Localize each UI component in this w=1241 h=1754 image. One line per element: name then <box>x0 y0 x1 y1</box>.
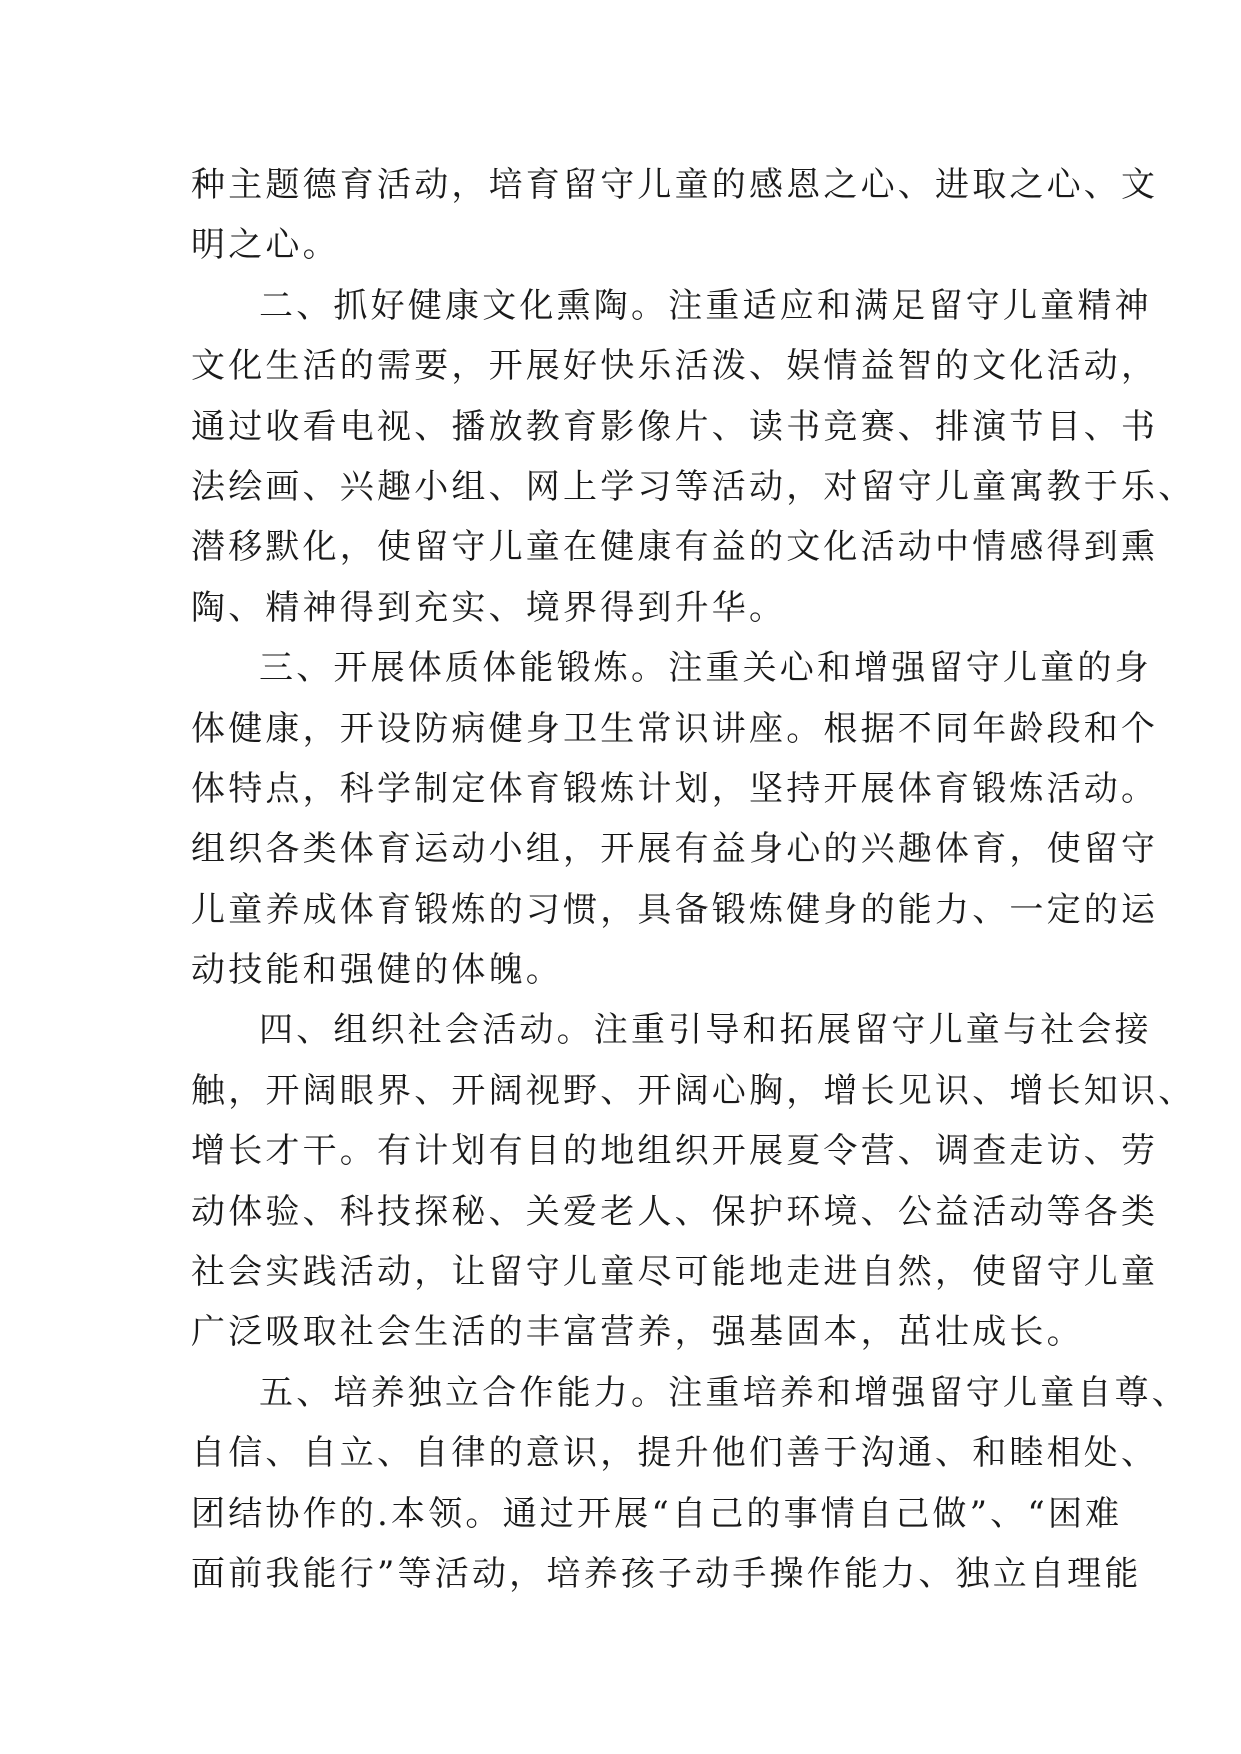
document-body <box>191 155 1196 1604</box>
text-line: 体特点，科学制定体育锻炼计划，坚持开展体育锻炼活动。 <box>191 768 1159 809</box>
text-line: 社会实践活动，让留守儿童尽可能地走进自然，使留守儿童 <box>191 1252 1159 1293</box>
text-line: 面前我能行”等活动，培养孩子动手操作能力、独立自理能 <box>191 1553 1142 1594</box>
text-line: 儿童养成体育锻炼的习惯，具备锻炼健身的能力、一定的运 <box>191 889 1159 930</box>
text-line: 团结协作的.本领。通过开展“自己的事情自己做”、“困难 <box>191 1493 1123 1534</box>
paragraph-heading-line: 二、抓好健康文化熏陶。注重适应和满足留守儿童精神 <box>259 285 1152 326</box>
text-line: 动体验、科技探秘、关爱老人、保护环境、公益活动等各类 <box>191 1191 1159 1232</box>
text-line: 法绘画、兴趣小组、网上学习等活动，对留守儿童寓教于乐、 <box>191 466 1196 507</box>
text-line: 种主题德育活动，培育留守儿童的感恩之心、进取之心、文 <box>191 165 1159 205</box>
text-line: 文化生活的需要，开展好快乐活泼、娱情益智的文化活动， <box>191 346 1159 387</box>
text-line: 自信、自立、自律的意识，提升他们善于沟通、和睦相处、 <box>191 1433 1159 1474</box>
text-line: 陶、精神得到充实、境界得到升华。 <box>191 587 787 628</box>
paragraph-heading-line: 五、培养独立合作能力。注重培养和增强留守儿童自尊、 <box>259 1372 1189 1413</box>
paragraph-heading-line: 四、组织社会活动。注重引导和拓展留守儿童与社会接 <box>259 1010 1152 1051</box>
text-line: 潜移默化，使留守儿童在健康有益的文化活动中情感得到熏 <box>191 527 1159 568</box>
text-line: 体健康，开设防病健身卫生常识讲座。根据不同年龄段和个 <box>191 708 1159 749</box>
text-line: 动技能和强健的体魄。 <box>191 950 563 991</box>
text-line: 触，开阔眼界、开阔视野、开阔心胸，增长见识、增长知识、 <box>191 1070 1196 1111</box>
text-line: 组织各类体育运动小组，开展有益身心的兴趣体育，使留守 <box>191 829 1159 870</box>
text-line: 明之心。 <box>191 225 340 266</box>
text-line: 增长才干。有计划有目的地组织开展夏令营、调查走访、劳 <box>191 1131 1159 1172</box>
text-line: 通过收看电视、播放教育影像片、读书竞赛、排演节目、书 <box>191 406 1159 447</box>
paragraph-heading-line: 三、开展体质体能锻炼。注重关心和增强留守儿童的身 <box>259 648 1152 689</box>
text-line: 广泛吸取社会生活的丰富营养，强基固本，茁壮成长。 <box>191 1312 1084 1353</box>
